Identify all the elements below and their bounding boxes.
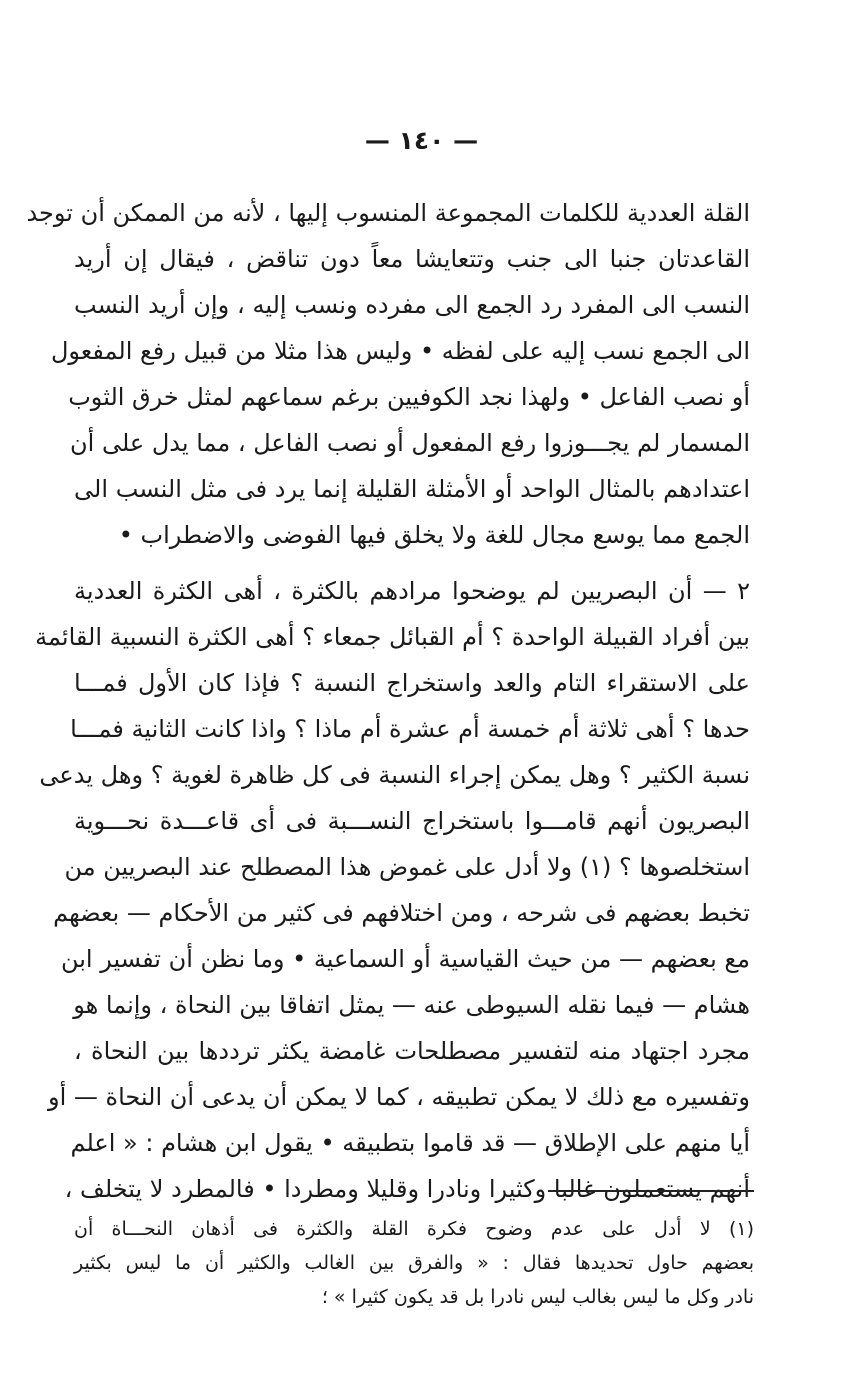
text-line: البصريون أنهم قامـــوا باستخراج النســـبة فى أى قاعـــدة نحـــوية xyxy=(74,807,750,835)
text-line: اعتدادهم بالمثال الواحد أو الأمثلة القليلة إنما يرد فى مثل النسب الى xyxy=(74,475,750,503)
text-line: وتفسيره مع ذلك لا يمكن تطبيقه ، كما لا يمكن أن يدعى أن النحاة — أو xyxy=(48,1083,750,1111)
paragraph-gap xyxy=(74,558,750,568)
text-line: مجرد اجتهاد منه لتفسير مصطلحات غامضة يكثر ترددها بين النحاة ، xyxy=(74,1037,750,1065)
text-line: المسمار لم يجـــوزوا رفع المفعول أو نصب الفاعل ، مما يدل على أن xyxy=(70,429,750,457)
text-line: نسبة الكثير ؟ وهل يمكن إجراء النسبة فى كل ظاهرة لغوية ؟ وهل يدعى xyxy=(39,761,750,789)
text-line: الى الجمع نسب إليه على لفظه • وليس هذا مثلا من قبيل رفع المفعول xyxy=(50,337,750,365)
body-text xyxy=(26,190,750,1212)
footnote-line: نادر وكل ما ليس بغالب ليس نادرا بل قد يكون كثيرا » ؛ xyxy=(321,1286,754,1308)
footnote-line: بعضهم حاول تحديدها فقال : « والفرق بين الغالب والكثير أن ما ليس بكثير xyxy=(74,1252,754,1274)
text-line: القلة العددية للكلمات المجموعة المنسوب إليها ، لأنه من الممكن أن توجد xyxy=(26,199,750,227)
text-line: النسب الى المفرد رد الجمع الى مفرده ونسب إليه ، وإن أريد النسب xyxy=(74,291,750,319)
text-line: أنهم يستعملون غالبا وكثيرا ونادرا وقليلا ومطردا • فالمطرد لا يتخلف ، xyxy=(64,1175,750,1203)
text-line: القاعدتان جنبا الى جنب وتتعايشا معاً دون تناقض ، فيقال إن أريد xyxy=(74,245,750,273)
paragraph-2 xyxy=(35,568,750,1212)
text-line: على الاستقراء التام والعد واستخراج النسبة ؟ فإذا كان الأول فمـــا xyxy=(74,669,750,697)
page-number: — ١٤٠ — xyxy=(364,126,479,155)
text-line: هشام — فيما نقله السيوطى عنه — يمثل اتفاقا بين النحاة ، وإنما هو xyxy=(73,991,750,1019)
text-line: تخبط بعضهم فى شرحه ، ومن اختلافهم فى كثير من الأحكام — بعضهم xyxy=(53,899,750,927)
text-line: حدها ؟ أهى ثلاثة أم خمسة أم عشرة أم ماذا ؟ واذا كانت الثانية فمـــا xyxy=(70,715,750,743)
text-line: ٢ — أن البصريين لم يوضحوا مرادهم بالكثرة ، أهى الكثرة العددية xyxy=(74,577,750,605)
footnote-separator xyxy=(548,1190,754,1192)
text-line: أيا منهم على الإطلاق — قد قاموا بتطبيقه • يقول ابن هشام : « اعلم xyxy=(70,1129,750,1157)
text-line: أو نصب الفاعل • ولهذا نجد الكوفيين برغم سماعهم لمثل خرق الثوب xyxy=(68,383,750,411)
footnotes xyxy=(74,1212,754,1314)
footnote-line: (١) لا أدل على عدم وضوح فكرة القلة والكثرة فى أذهان النحـــاة أن xyxy=(74,1218,754,1240)
text-line: استخلصوها ؟ (١) ولا أدل على غموض هذا المصطلح عند البصريين من xyxy=(64,853,750,881)
text-line: الجمع مما يوسع مجال للغة ولا يخلق فيها الفوضى والاضطراب • xyxy=(118,521,750,549)
text-line: مع بعضهم — من حيث القياسية أو السماعية • وما نظن أن تفسير ابن xyxy=(60,945,750,973)
text-line: بين أفراد القبيلة الواحدة ؟ أم القبائل جمعاء ؟ أهى الكثرة النسبية القائمة xyxy=(35,623,750,651)
paragraph-1 xyxy=(26,190,750,558)
